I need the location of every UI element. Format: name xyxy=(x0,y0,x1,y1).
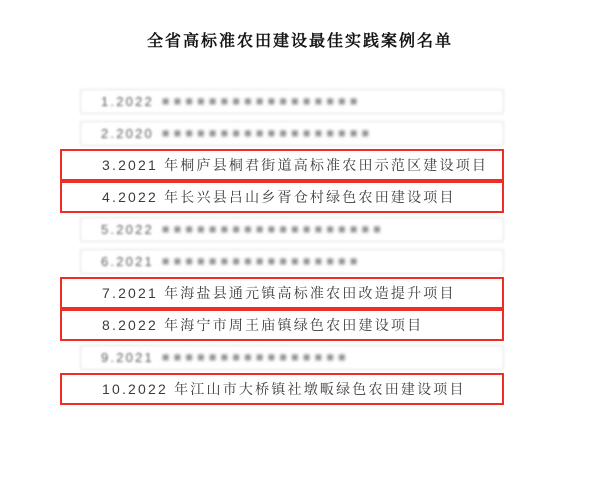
item-redacted-text: ■■■■■■■■■■■■■■■■■■ xyxy=(161,126,374,140)
blurred-list-item xyxy=(80,89,504,114)
list-item xyxy=(80,341,504,373)
blurred-list-item xyxy=(80,217,504,242)
item-text: 4.2022 年长兴县吕山乡胥仓村绿色农田建设项目 xyxy=(102,189,456,205)
item-text: 3.2021 年桐庐县桐君街道高标准农田示范区建设项目 xyxy=(102,157,489,173)
case-list xyxy=(80,85,504,405)
list-item xyxy=(80,373,504,405)
item-redacted-text: ■■■■■■■■■■■■■■■■ xyxy=(161,350,350,364)
list-item xyxy=(80,85,504,117)
highlighted-list-item xyxy=(60,277,504,309)
blurred-list-item xyxy=(80,345,504,370)
item-text: 5.2022 xyxy=(101,221,154,237)
item-text: 7.2021 年海盐县通元镇高标准农田改造提升项目 xyxy=(102,285,456,301)
highlighted-list-item xyxy=(60,309,504,341)
item-text: 6.2021 xyxy=(101,253,154,269)
list-item xyxy=(80,277,504,309)
item-redacted-text: ■■■■■■■■■■■■■■■■■ xyxy=(161,254,362,268)
highlighted-list-item xyxy=(60,373,504,405)
list-item xyxy=(80,181,504,213)
page-title: 全省高标准农田建设最佳实践案例名单 xyxy=(146,33,453,50)
list-item xyxy=(80,245,504,277)
item-redacted-text: ■■■■■■■■■■■■■■■■■■■ xyxy=(161,222,386,236)
list-item xyxy=(80,149,504,181)
item-text: 9.2021 xyxy=(101,349,154,365)
blurred-list-item xyxy=(80,121,504,146)
list-item xyxy=(80,213,504,245)
item-redacted-text: ■■■■■■■■■■■■■■■■■ xyxy=(161,94,362,108)
page-root xyxy=(0,31,600,490)
item-text: 2.2020 xyxy=(101,125,154,141)
item-text: 8.2022 年海宁市周王庙镇绿色农田建设项目 xyxy=(102,317,424,333)
highlighted-list-item xyxy=(60,149,504,181)
highlighted-list-item xyxy=(60,181,504,213)
list-item xyxy=(80,117,504,149)
list-item xyxy=(80,309,504,341)
item-text: 1.2022 xyxy=(101,93,154,109)
item-text: 10.2022 年江山市大桥镇社墩畈绿色农田建设项目 xyxy=(102,381,466,397)
blurred-list-item xyxy=(80,249,504,274)
